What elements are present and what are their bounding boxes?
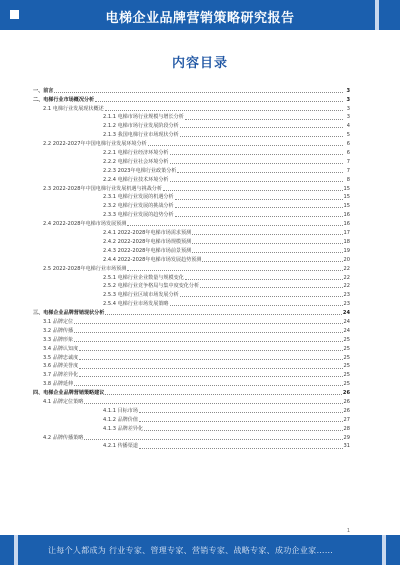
toc-entry-page: 31	[343, 443, 350, 450]
toc-entry[interactable]	[33, 352, 350, 361]
toc-leader-dots	[170, 181, 343, 182]
toc-entry-title: 2.2 2022-2027年中国电梯行业发展环境分析	[43, 141, 147, 148]
toc-entry[interactable]	[33, 192, 350, 201]
toc-entry-title: 2.3.3 电梯行业发展的趋势分析	[103, 212, 174, 219]
toc-leader-dots	[163, 190, 343, 191]
toc-entry-page: 20	[343, 256, 350, 263]
toc-entry-title: 2.2.1 电梯行业经济环境分析	[103, 150, 169, 157]
toc-entry[interactable]	[33, 254, 350, 263]
toc-entry[interactable]	[33, 396, 350, 405]
toc-entry-title: 2.5.1 电梯行业企业数量与规模变化	[103, 274, 184, 281]
toc-entry-title: 2.5 2022-2028年电梯行业市场预测	[43, 265, 127, 272]
toc-leader-dots	[192, 234, 342, 235]
toc-leader-dots	[175, 199, 343, 200]
toc-entry-page: 6	[346, 141, 350, 148]
toc-entry-page: 8	[346, 176, 350, 183]
toc-leader-dots	[105, 110, 343, 111]
toc-entry-page: 6	[346, 150, 350, 157]
toc-entry[interactable]	[33, 245, 350, 254]
toc-entry[interactable]	[33, 343, 350, 352]
toc-heading: 内容目录	[171, 56, 228, 71]
toc-entry-page: 24	[342, 310, 350, 317]
toc-entry[interactable]	[33, 227, 350, 236]
toc-entry[interactable]	[33, 85, 350, 94]
toc-entry-title: 3.5 品牌忠诚度	[43, 354, 79, 361]
toc-entry[interactable]	[33, 378, 350, 387]
toc-leader-dots	[74, 332, 342, 333]
toc-leader-dots	[54, 92, 343, 93]
page-number: 1	[346, 528, 350, 534]
toc-entry[interactable]	[33, 236, 350, 245]
toc-leader-dots	[170, 154, 343, 155]
toc-entry-title: 2.1 电梯行业发展现状概述	[43, 105, 104, 112]
toc-entry-title: 三、电梯企业品牌营销现状分析	[33, 310, 105, 317]
toc-leader-dots	[192, 252, 342, 253]
toc-entry-title: 2.3.1 电梯行业发展的机遇分析	[103, 194, 174, 201]
toc-entry[interactable]	[33, 272, 350, 281]
toc-entry-title: 2.2.3 2023年电梯行业政策分析	[103, 167, 177, 174]
toc-entry[interactable]	[33, 441, 350, 450]
toc-leader-dots	[74, 341, 342, 342]
toc-leader-dots	[95, 101, 343, 102]
toc-entry-page: 26	[343, 407, 350, 414]
toc-leader-dots	[84, 439, 342, 440]
toc-entry-title: 4.1.1 目标市场	[103, 407, 138, 414]
header-bar	[0, 0, 400, 30]
toc-leader-dots	[105, 394, 342, 395]
toc-entry-page: 25	[343, 381, 350, 388]
toc-entry-title: 3.7 品牌差异化	[43, 372, 79, 379]
toc-entry[interactable]	[33, 298, 350, 307]
toc-entry-title: 4.1.3 品牌差异化	[103, 425, 144, 432]
toc-entry[interactable]	[33, 432, 350, 441]
toc-entry-page: 3	[346, 114, 350, 121]
toc-entry-title: 2.4.3 2022-2028年电梯市场前景预测	[103, 247, 192, 254]
toc-entry-page: 25	[343, 345, 350, 352]
toc-leader-dots	[74, 323, 342, 324]
toc-entry[interactable]	[33, 103, 350, 112]
toc-entry[interactable]	[33, 307, 350, 316]
toc-entry-title: 3.8 品牌延伸	[43, 381, 74, 388]
toc-entry-page: 24	[343, 318, 350, 325]
toc-entry[interactable]	[33, 94, 350, 103]
toc-leader-dots	[139, 448, 343, 449]
toc-leader-dots	[170, 305, 343, 306]
toc-entry[interactable]	[33, 138, 350, 147]
toc-entry-page: 25	[343, 336, 350, 343]
footer-slogan: 让每个人都成为 行业专家、管理专家、营销专家、战略专家、成功企业家……	[48, 546, 334, 555]
toc-entry-page: 15	[343, 185, 350, 192]
toc-entry-page: 26	[343, 398, 350, 405]
toc-entry-page: 19	[343, 247, 350, 254]
toc-entry-title: 3.6 品牌美誉度	[43, 363, 79, 370]
toc-entry-title: 2.2.4 电梯行业技术环境分析	[103, 176, 169, 183]
toc-entry[interactable]	[33, 289, 350, 298]
toc-entry-title: 一、前言	[33, 87, 54, 94]
toc-entry-title: 3.3 品牌形象	[43, 336, 74, 343]
toc-entry-page: 22	[343, 265, 350, 272]
toc-leader-dots	[139, 412, 343, 413]
toc-leader-dots	[79, 359, 342, 360]
toc-leader-dots	[127, 225, 342, 226]
toc-entry-page: 15	[343, 203, 350, 210]
toc-leader-dots	[185, 279, 343, 280]
toc-entry[interactable]	[33, 165, 350, 174]
toc-leader-dots	[79, 368, 342, 369]
toc-entry[interactable]	[33, 183, 350, 192]
toc-leader-dots	[200, 287, 342, 288]
footer-bar	[0, 535, 400, 565]
toc-entry-page: 22	[343, 274, 350, 281]
toc-leader-dots	[84, 403, 342, 404]
toc-entry[interactable]	[33, 281, 350, 290]
toc-entry-title: 2.2.2 电梯行业社会环境分析	[103, 158, 169, 165]
toc-entry[interactable]	[33, 370, 350, 379]
footer-stripe-right	[382, 535, 386, 565]
toc-entry[interactable]	[33, 387, 350, 396]
toc-entry-page: 23	[343, 292, 350, 299]
toc-leader-dots	[177, 172, 343, 173]
toc-entry[interactable]	[33, 156, 350, 165]
toc-entry-page: 7	[346, 167, 350, 174]
toc-entry-page: 15	[343, 194, 350, 201]
toc-leader-dots	[79, 376, 342, 377]
toc-entry-page: 3	[346, 87, 350, 94]
toc-entry-page: 25	[343, 354, 350, 361]
toc-entry-title: 2.4.2 2022-2028年电梯市场规模预测	[103, 238, 192, 245]
toc-leader-dots	[139, 421, 343, 422]
toc-entry-page: 3	[346, 96, 350, 103]
toc-entry-title: 3.2 品牌传播	[43, 327, 74, 334]
toc-entry-title: 2.3.2 电梯行业发展的挑战分析	[103, 203, 174, 210]
toc-leader-dots	[180, 296, 343, 297]
toc-entry[interactable]	[33, 218, 350, 227]
toc-entry[interactable]	[33, 121, 350, 130]
toc-entry-page: 25	[343, 363, 350, 370]
toc-leader-dots	[175, 207, 343, 208]
toc-entry[interactable]	[33, 112, 350, 121]
toc-entry-title: 2.3 2022-2028年中国电梯行业发展机遇与挑战分析	[43, 185, 162, 192]
toc-entry[interactable]	[33, 147, 350, 156]
toc-entry[interactable]	[33, 201, 350, 210]
toc-entry-page: 7	[346, 158, 350, 165]
toc-entry-title: 4.1.2 品牌价值	[103, 416, 138, 423]
toc-leader-dots	[202, 261, 342, 262]
toc-entry[interactable]	[33, 414, 350, 423]
toc-entry-page: 24	[343, 327, 350, 334]
footer-stripe-left	[14, 535, 18, 565]
toc-entry[interactable]	[33, 129, 350, 138]
toc-entry-page: 18	[343, 238, 350, 245]
toc-entry-title: 4.2 品牌传播策略	[43, 434, 84, 441]
toc-entry-title: 2.4.1 2022-2028年电梯市场需求预测	[103, 230, 192, 237]
toc-entry-page: 17	[343, 230, 350, 237]
toc-entry-page: 16	[343, 221, 350, 228]
toc-entry-title: 4.2.1 传播渠道	[103, 443, 138, 450]
toc-leader-dots	[74, 385, 342, 386]
toc-entry-page: 4	[346, 123, 350, 130]
toc-entry[interactable]	[33, 325, 350, 334]
toc-entry[interactable]	[33, 316, 350, 325]
toc-entry-title: 四、电梯企业品牌营销策略建议	[33, 390, 105, 397]
toc-leader-dots	[175, 216, 343, 217]
toc-entry-page: 5	[346, 132, 350, 139]
toc-entry-title: 2.1.1 电梯市场行业规模与增长分析	[103, 114, 184, 121]
toc-leader-dots	[185, 119, 343, 120]
toc-entry-title: 3.1 品牌定位	[43, 318, 74, 325]
toc-entry[interactable]	[33, 423, 350, 432]
toc-entry-page: 28	[343, 425, 350, 432]
toc-leader-dots	[180, 136, 343, 137]
toc-leader-dots	[127, 270, 342, 271]
toc-leader-dots	[79, 350, 342, 351]
toc-entry-page: 23	[343, 301, 350, 308]
toc-entry-title: 2.5.2 电梯行业竞争格局与集中度变化分析	[103, 283, 200, 290]
toc-entry[interactable]	[33, 405, 350, 414]
toc-entry-page: 25	[343, 372, 350, 379]
toc-entry-title: 2.5.4 电梯行业市场发展策略	[103, 301, 169, 308]
toc-leader-dots	[105, 314, 342, 315]
toc-entry-title: 2.4.4 2022-2028年电梯市场发展趋势预测	[103, 256, 202, 263]
toc-entry-title: 二、电梯行业市场概况分析	[33, 96, 95, 103]
toc-leader-dots	[192, 243, 342, 244]
toc-entry-title: 2.4 2022-2028年电梯市场发展预测	[43, 221, 127, 228]
toc-entry-page: 26	[342, 390, 350, 397]
toc-leader-dots	[170, 163, 343, 164]
toc-entry[interactable]	[33, 334, 350, 343]
toc-entry-page: 29	[343, 434, 350, 441]
header-stripe	[375, 0, 379, 30]
toc-entry-title: 4.1 品牌定位策略	[43, 398, 84, 405]
toc-entry-title: 2.1.2 电梯市场行业发展阶段分析	[103, 123, 179, 130]
toc-entry[interactable]	[33, 209, 350, 218]
toc-entry-page: 27	[343, 416, 350, 423]
toc-entry[interactable]	[33, 361, 350, 370]
toc-entry-title: 2.5.3 电梯行业区域市场发展分析	[103, 292, 179, 299]
toc-entry[interactable]	[33, 263, 350, 272]
toc-leader-dots	[144, 430, 342, 431]
toc-leader-dots	[148, 145, 343, 146]
toc-entry-page: 22	[343, 283, 350, 290]
toc-leader-dots	[180, 127, 343, 128]
toc-entry-page: 16	[343, 212, 350, 219]
toc-entry-title: 3.4 品牌认知度	[43, 345, 79, 352]
toc-entry-title: 2.1.3 我国电梯行业市场现状分析	[103, 132, 179, 139]
report-title: 电梯企业品牌营销策略研究报告	[105, 11, 295, 26]
toc-entry[interactable]	[33, 174, 350, 183]
table-of-contents	[33, 85, 350, 450]
toc-entry-page: 3	[346, 105, 350, 112]
